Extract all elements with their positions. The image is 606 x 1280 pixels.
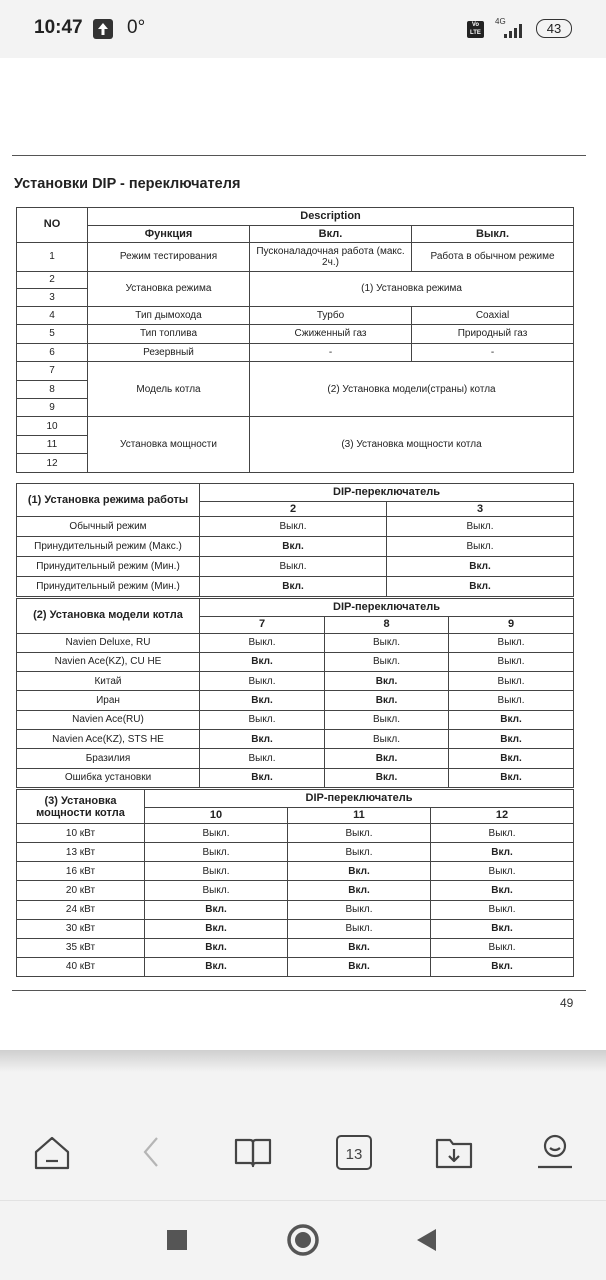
table-cell: Выкл. (387, 517, 574, 537)
table-cell: Вкл. (145, 957, 288, 976)
table-cell: Выкл. (325, 633, 449, 652)
document-page (0, 58, 606, 1050)
page-title: Установки DIP - переключателя (14, 176, 241, 192)
boiler-model-table (16, 598, 574, 788)
row-label: 40 кВт (17, 957, 145, 976)
table-cell: 9 (17, 398, 88, 416)
row-label: 10 кВт (17, 824, 145, 843)
table-cell: Пусконаладочная работа (макс. 2ч.) (250, 242, 412, 271)
row-label: Navien Ace(KZ), CU HE (17, 652, 200, 671)
dip-overview-table (16, 207, 574, 473)
table-cell: Выкл. (431, 938, 574, 957)
table-cell: Выкл. (387, 537, 574, 557)
row-label: Navien Ace(RU) (17, 710, 200, 729)
table-cell: Выкл. (145, 843, 288, 862)
table-cell: Тип дымохода (88, 306, 250, 324)
status-temperature: 0° (127, 17, 146, 38)
table-cell: Вкл. (325, 749, 449, 768)
table-cell: Выкл. (145, 862, 288, 881)
pages-icon[interactable] (334, 1132, 374, 1172)
table-cell: Выкл. (145, 881, 288, 900)
status-bar (0, 0, 606, 58)
table-cell: Вкл. (387, 557, 574, 577)
system-nav-bar (0, 1201, 606, 1280)
table-cell: Вкл. (200, 691, 325, 710)
row-label: 20 кВт (17, 881, 145, 900)
table-cell: - (412, 343, 574, 361)
row-label: Бразилия (17, 749, 200, 768)
table-cell: Выкл. (288, 919, 431, 938)
table-cell: Вкл. (387, 577, 574, 597)
table-cell: Установка режима (88, 271, 250, 306)
row-label: 16 кВт (17, 862, 145, 881)
table-cell: Выкл. (145, 824, 288, 843)
table-cell: Выкл. (431, 862, 574, 881)
table-cell: Выкл. (325, 710, 449, 729)
table-cell: 6 (17, 343, 88, 361)
table-cell: Вкл. (200, 577, 387, 597)
table-cell: Вкл. (200, 652, 325, 671)
table-cell: Турбо (250, 306, 412, 324)
table-cell: Сжиженный газ (250, 325, 412, 343)
row-label: Обычный режим (17, 517, 200, 537)
table-cell: 11 (17, 435, 88, 453)
table-cell: Режим тестирования (88, 242, 250, 271)
table-cell: 3 (17, 289, 88, 306)
upload-arrow-icon (93, 19, 113, 39)
column-header: 11 (288, 808, 431, 824)
column-header: 2 (200, 502, 387, 517)
table-title: (2) Установка модели котла (17, 599, 200, 634)
table-cell: Выкл. (449, 691, 574, 710)
table-cell: Выкл. (288, 900, 431, 919)
table-cell: Вкл. (449, 768, 574, 787)
table-cell: Выкл. (431, 900, 574, 919)
table-cell: Вкл. (200, 768, 325, 787)
table-cell: Работа в обычном режиме (412, 242, 574, 271)
table-cell: Выкл. (325, 652, 449, 671)
row-label: Принудительный режим (Мин.) (17, 577, 200, 597)
back-chevron-icon[interactable] (133, 1132, 173, 1172)
table-cell: Вкл. (288, 881, 431, 900)
table-cell: Выкл. (200, 557, 387, 577)
page-shadow (0, 1050, 606, 1072)
back-icon[interactable] (411, 1225, 441, 1255)
table-cell: Вкл. (431, 957, 574, 976)
table-cell: Выкл. (288, 843, 431, 862)
table-cell: Выкл. (325, 730, 449, 749)
table-cell: Выкл. (431, 824, 574, 843)
table-cell: Вкл. (431, 881, 574, 900)
table-cell: - (250, 343, 412, 361)
table-cell: Природный газ (412, 325, 574, 343)
table-cell: Вкл. (288, 938, 431, 957)
column-header: 3 (387, 502, 574, 517)
table-title-line: (3) Установка (44, 794, 117, 807)
volte-icon: Vo LTE (467, 21, 484, 38)
bottom-nav (0, 1108, 606, 1200)
table-title (17, 790, 145, 824)
table-cell: Вкл. (325, 691, 449, 710)
recents-icon[interactable] (162, 1225, 192, 1255)
table-cell: Выкл. (200, 672, 325, 691)
table-cell: 10 (17, 417, 88, 435)
table-cell: Вкл. (288, 862, 431, 881)
table-cell: Выкл. (200, 633, 325, 652)
page-number: 49 (560, 996, 574, 1010)
table-cell: Вкл. (325, 768, 449, 787)
column-header: 9 (449, 617, 574, 633)
table-cell: Вкл. (449, 749, 574, 768)
table-cell: Coaxial (412, 306, 574, 324)
table-cell: 12 (17, 454, 88, 473)
table-cell: Выкл. (200, 517, 387, 537)
table-cell: Вкл. (449, 710, 574, 729)
table-cell: Выкл. (288, 824, 431, 843)
network-type: 4G (495, 17, 506, 26)
off-header: Выкл. (412, 226, 574, 242)
table-cell: Вкл. (325, 672, 449, 691)
table-cell: 7 (17, 362, 88, 380)
row-label: Navien Ace(KZ), STS HE (17, 730, 200, 749)
no-header: NO (17, 208, 88, 243)
table-cell: Вкл. (145, 938, 288, 957)
row-label: Китай (17, 672, 200, 691)
home-circle-icon[interactable] (286, 1223, 320, 1257)
table-cell: Модель котла (88, 362, 250, 417)
table-cell: Вкл. (200, 730, 325, 749)
table-cell: Вкл. (200, 537, 387, 557)
table-cell: Тип топлива (88, 325, 250, 343)
status-time: 10:47 (34, 17, 83, 38)
row-label: Иран (17, 691, 200, 710)
divider (12, 155, 586, 156)
table-cell: (2) Установка модели(страны) котла (250, 362, 574, 417)
column-header: 10 (145, 808, 288, 824)
mode-setting-table (16, 483, 574, 597)
dip-header: DIP-переключатель (200, 599, 574, 617)
table-cell: Выкл. (200, 710, 325, 729)
column-header: 8 (325, 617, 449, 633)
description-header: Description (88, 208, 574, 226)
table-cell: Выкл. (449, 672, 574, 691)
table-cell: (1) Установка режима (250, 271, 574, 306)
table-cell: 2 (17, 271, 88, 288)
table-cell: Выкл. (449, 652, 574, 671)
on-header: Вкл. (250, 226, 412, 242)
row-label: 13 кВт (17, 843, 145, 862)
table-cell: Вкл. (431, 919, 574, 938)
row-label: Navien Deluxe, RU (17, 633, 200, 652)
table-cell: 5 (17, 325, 88, 343)
table-cell: Вкл. (449, 730, 574, 749)
table-cell: 8 (17, 380, 88, 398)
row-label: Принудительный режим (Мин.) (17, 557, 200, 577)
table-title: (1) Установка режима работы (17, 484, 200, 517)
divider (12, 990, 586, 991)
table-cell: Вкл. (145, 919, 288, 938)
profile-icon[interactable] (535, 1132, 575, 1172)
home-icon[interactable] (32, 1132, 72, 1172)
table-cell: 1 (17, 242, 88, 271)
table-cell: Резервный (88, 343, 250, 361)
dip-header: DIP-переключатель (200, 484, 574, 502)
table-cell: (3) Установка мощности котла (250, 417, 574, 473)
row-label: 30 кВт (17, 919, 145, 938)
table-cell: 4 (17, 306, 88, 324)
column-header: 7 (200, 617, 325, 633)
table-cell: Установка мощности (88, 417, 250, 473)
signal-icon (492, 24, 528, 38)
row-label: 35 кВт (17, 938, 145, 957)
table-cell: Выкл. (200, 749, 325, 768)
table-cell: Выкл. (449, 633, 574, 652)
battery-icon: 43 (536, 19, 572, 38)
pages-count: 13 (345, 1146, 363, 1163)
row-label: Ошибка установки (17, 768, 200, 787)
column-header: 12 (431, 808, 574, 824)
table-cell: Вкл. (145, 900, 288, 919)
download-folder-icon[interactable] (434, 1132, 474, 1172)
book-icon[interactable] (233, 1132, 273, 1172)
row-label: 24 кВт (17, 900, 145, 919)
table-cell: Вкл. (288, 957, 431, 976)
power-setting-table (16, 789, 574, 977)
table-title-line: мощности котла (36, 806, 125, 819)
dip-header: DIP-переключатель (145, 790, 574, 808)
row-label: Принудительный режим (Макс.) (17, 537, 200, 557)
table-cell: Вкл. (431, 843, 574, 862)
function-header: Функция (88, 226, 250, 242)
